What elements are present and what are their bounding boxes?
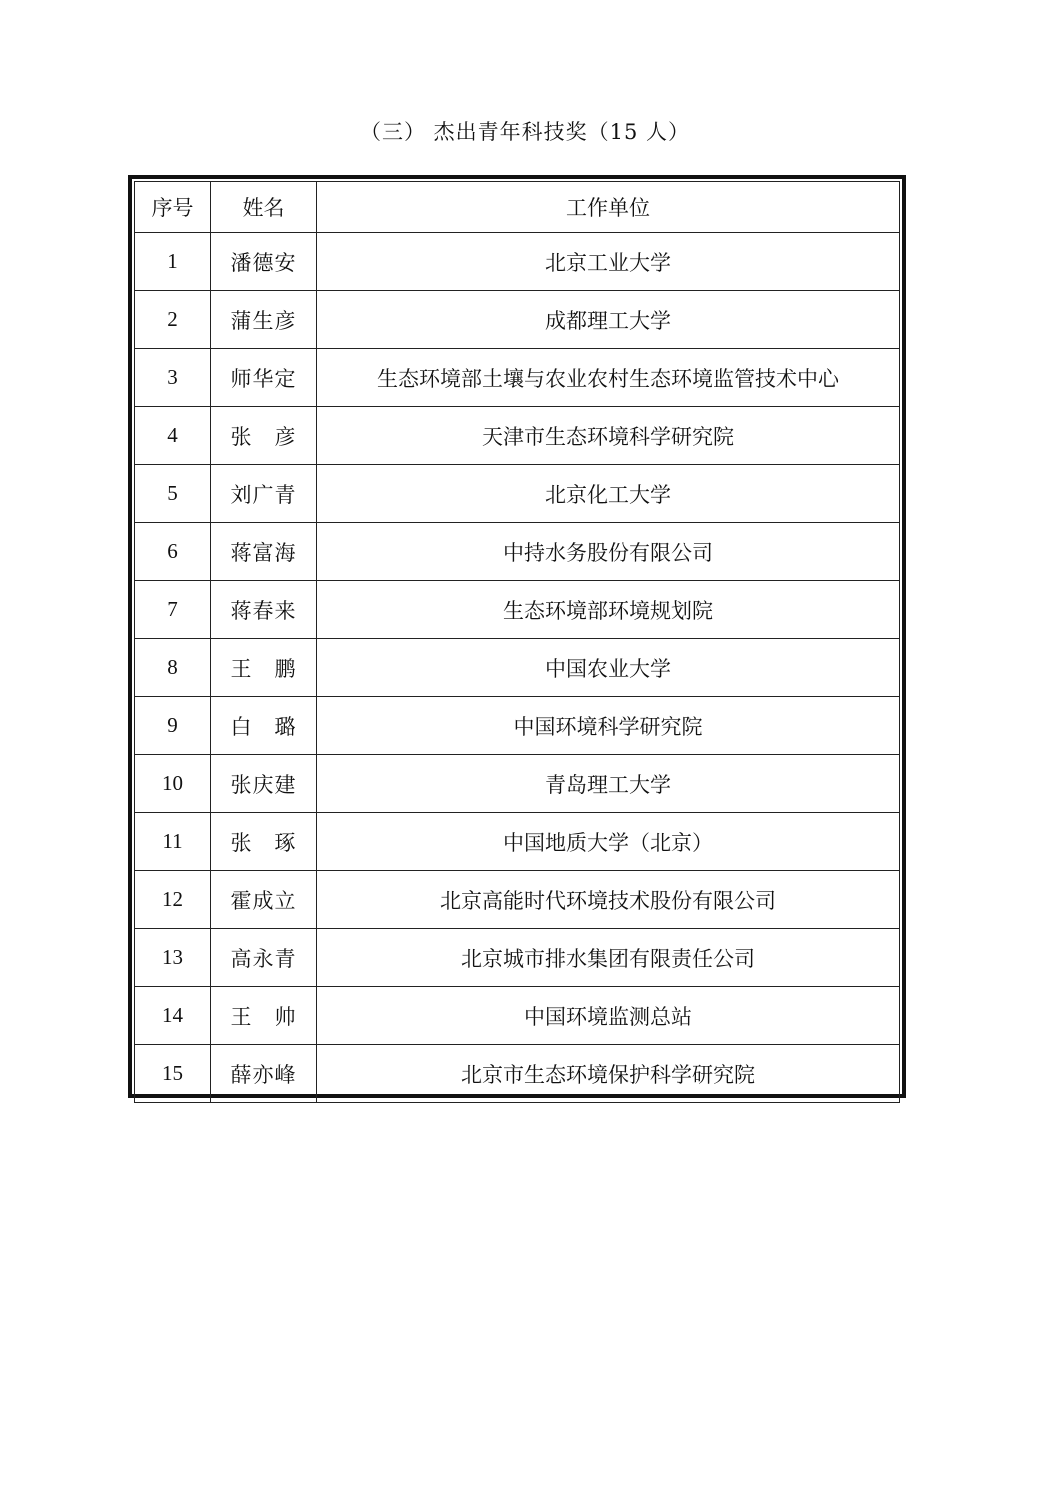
cell-name: 张 彦: [211, 407, 317, 465]
table-row: [135, 929, 900, 987]
cell-no: 10: [135, 755, 211, 813]
cell-no: 8: [135, 639, 211, 697]
cell-org: 中持水务股份有限公司: [317, 523, 900, 581]
cell-name: 刘广青: [211, 465, 317, 523]
cell-no: 7: [135, 581, 211, 639]
cell-org: 北京工业大学: [317, 233, 900, 291]
cell-name: 潘德安: [211, 233, 317, 291]
cell-org: 中国环境科学研究院: [317, 697, 900, 755]
table-row: [135, 465, 900, 523]
table-row: [135, 813, 900, 871]
table-row: [135, 697, 900, 755]
table-row: [135, 1045, 900, 1103]
cell-no: 14: [135, 987, 211, 1045]
cell-name: 白 璐: [211, 697, 317, 755]
cell-no: 5: [135, 465, 211, 523]
cell-name: 蒋春来: [211, 581, 317, 639]
table-row: [135, 987, 900, 1045]
table-header-row: [135, 182, 900, 233]
cell-name: 师华定: [211, 349, 317, 407]
cell-org: 中国农业大学: [317, 639, 900, 697]
cell-no: 3: [135, 349, 211, 407]
cell-name: 王 鹏: [211, 639, 317, 697]
table-row: [135, 581, 900, 639]
cell-no: 11: [135, 813, 211, 871]
table-row: [135, 523, 900, 581]
cell-org: 北京市生态环境保护科学研究院: [317, 1045, 900, 1103]
cell-org: 北京高能时代环境技术股份有限公司: [317, 871, 900, 929]
cell-org: 青岛理工大学: [317, 755, 900, 813]
cell-name: 蒲生彦: [211, 291, 317, 349]
cell-no: 2: [135, 291, 211, 349]
cell-org: 天津市生态环境科学研究院: [317, 407, 900, 465]
cell-no: 4: [135, 407, 211, 465]
cell-name: 张 琢: [211, 813, 317, 871]
cell-no: 15: [135, 1045, 211, 1103]
cell-org: 生态环境部土壤与农业农村生态环境监管技术中心: [317, 349, 900, 407]
cell-org: 北京城市排水集团有限责任公司: [317, 929, 900, 987]
cell-no: 13: [135, 929, 211, 987]
header-name: 姓名: [211, 182, 317, 233]
cell-no: 9: [135, 697, 211, 755]
cell-org: 生态环境部环境规划院: [317, 581, 900, 639]
table-row: [135, 349, 900, 407]
cell-name: 霍成立: [211, 871, 317, 929]
table-row: [135, 639, 900, 697]
cell-org: 中国地质大学（北京）: [317, 813, 900, 871]
cell-name: 薛亦峰: [211, 1045, 317, 1103]
cell-no: 1: [135, 233, 211, 291]
cell-name: 王 帅: [211, 987, 317, 1045]
cell-org: 中国环境监测总站: [317, 987, 900, 1045]
header-no: 序号: [135, 182, 211, 233]
cell-org: 成都理工大学: [317, 291, 900, 349]
cell-no: 6: [135, 523, 211, 581]
table-row: [135, 755, 900, 813]
table-frame: [128, 175, 906, 1098]
cell-name: 蒋富海: [211, 523, 317, 581]
table-row: [135, 233, 900, 291]
award-table: [134, 181, 900, 1103]
table-row: [135, 291, 900, 349]
cell-name: 高永青: [211, 929, 317, 987]
page-title: （三） 杰出青年科技奖（15 人）: [359, 120, 691, 144]
cell-name: 张庆建: [211, 755, 317, 813]
table-row: [135, 407, 900, 465]
table-row: [135, 871, 900, 929]
header-org: 工作单位: [317, 182, 900, 233]
cell-no: 12: [135, 871, 211, 929]
cell-org: 北京化工大学: [317, 465, 900, 523]
